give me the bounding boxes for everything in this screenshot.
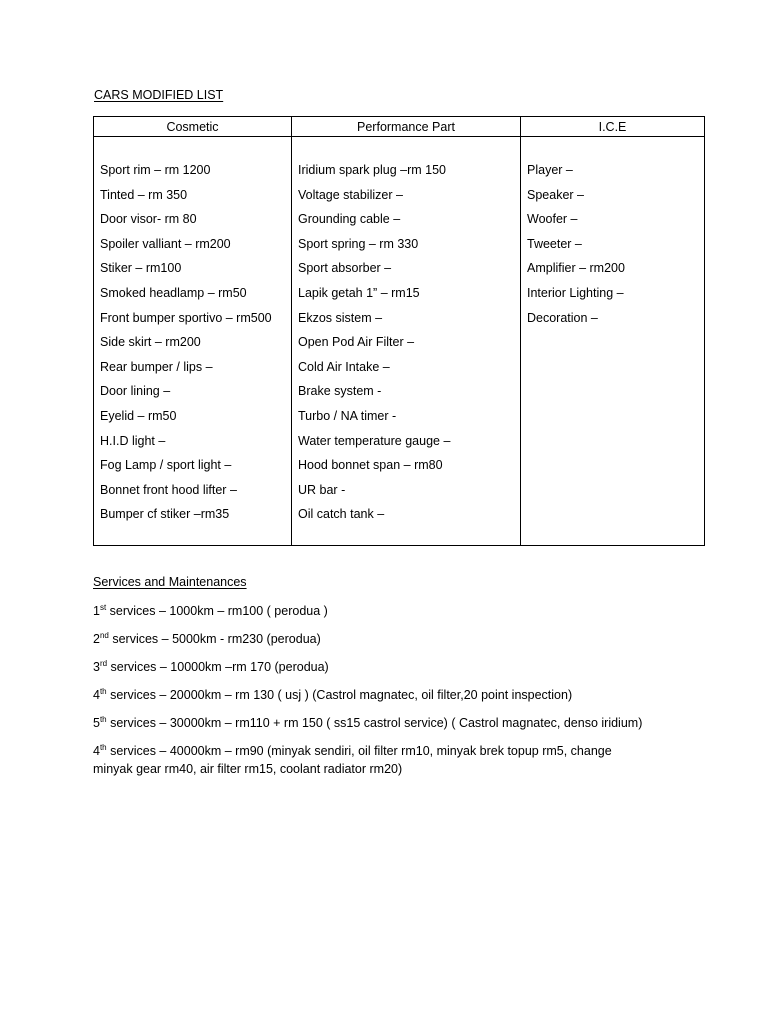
service-item: [93, 630, 653, 648]
ordinal-suffix: th: [99, 743, 107, 752]
performance-item: Oil catch tank –: [298, 507, 385, 522]
performance-list: [292, 137, 520, 531]
cosmetic-item: Smoked headlamp – rm50: [100, 285, 247, 300]
service-number: 3: [93, 660, 100, 674]
service-text: services – 30000km – rm110 + rm 150 ( ss15 castrol service) ( Castrol magnatec, denso iridium): [106, 716, 643, 730]
performance-item: Lapik getah 1” – rm15: [298, 285, 420, 300]
column-header-performance: Performance Part: [292, 117, 521, 137]
performance-item: Ekzos sistem –: [298, 310, 383, 325]
ice-list: [521, 137, 704, 334]
ordinal-suffix: nd: [99, 631, 109, 640]
ice-cell: [521, 137, 705, 546]
cosmetic-item: Rear bumper / lips –: [100, 359, 213, 374]
modification-table: [93, 116, 705, 546]
service-number: 1: [93, 604, 100, 618]
table-header-row: [94, 117, 705, 137]
ordinal-suffix: th: [99, 687, 107, 696]
ordinal-suffix: rd: [99, 659, 108, 668]
service-item: [93, 658, 653, 676]
cosmetic-item: Bumper cf stiker –rm35: [100, 507, 230, 522]
ice-item: Player –: [527, 163, 573, 177]
cosmetic-list: [94, 137, 291, 531]
ice-item: Amplifier – rm200: [527, 261, 625, 276]
services-heading: Services and Maintenances: [93, 575, 247, 589]
column-header-ice: I.C.E: [521, 117, 705, 137]
performance-item: UR bar -: [298, 482, 346, 497]
performance-cell: [292, 137, 521, 546]
service-text: services – 40000km – rm90 (minyak sendiri, oil filter rm10, minyak brek topup rm5, change minyak gear rm40, air filter rm15, coolant radiator rm20): [93, 744, 612, 776]
service-item: [93, 686, 653, 704]
service-item: [93, 742, 653, 778]
performance-item: Cold Air Intake –: [298, 359, 390, 374]
performance-item: Iridium spark plug –rm 150: [298, 163, 446, 177]
cosmetic-item: Eyelid – rm50: [100, 408, 177, 423]
service-text: services – 20000km – rm 130 ( usj ) (Castrol magnatec, oil filter,20 point inspection): [106, 688, 573, 702]
cosmetic-item: Stiker – rm100: [100, 261, 182, 276]
services-list: [93, 602, 653, 788]
service-number: 5: [93, 716, 100, 730]
ice-item: Tweeter –: [527, 236, 582, 251]
cosmetic-item: Side skirt – rm200: [100, 335, 201, 350]
service-text: services – 5000km - rm230 (perodua): [108, 632, 321, 646]
performance-item: Brake system -: [298, 384, 382, 399]
cosmetic-cell: [94, 137, 292, 546]
performance-item: Hood bonnet span – rm80: [298, 458, 443, 473]
ice-item: Speaker –: [527, 187, 584, 202]
performance-item: Sport absorber –: [298, 261, 392, 276]
performance-item: Grounding cable –: [298, 212, 401, 227]
service-item: [93, 602, 653, 620]
ice-item: Decoration –: [527, 310, 598, 325]
ordinal-suffix: th: [99, 715, 107, 724]
page-title: CARS MODIFIED LIST: [94, 88, 224, 102]
cosmetic-item: Front bumper sportivo – rm500: [100, 310, 272, 325]
cosmetic-item: Spoiler valliant – rm200: [100, 236, 231, 251]
cosmetic-item: Door visor- rm 80: [100, 212, 197, 227]
cosmetic-item: Tinted – rm 350: [100, 187, 188, 202]
cosmetic-item: Sport rim – rm 1200: [100, 163, 211, 177]
performance-item: Water temperature gauge –: [298, 433, 451, 448]
service-number: 4: [93, 688, 100, 702]
ice-item: Woofer –: [527, 212, 578, 227]
service-number: 2: [93, 632, 100, 646]
cosmetic-item: Bonnet front hood lifter –: [100, 482, 237, 497]
cosmetic-item: H.I.D light –: [100, 433, 166, 448]
ordinal-suffix: st: [99, 603, 107, 612]
performance-item: Open Pod Air Filter –: [298, 335, 415, 350]
ice-item: Interior Lighting –: [527, 285, 624, 300]
service-item: [93, 714, 653, 732]
service-number: 4: [93, 744, 100, 758]
table-row: [94, 137, 705, 546]
service-text: services – 10000km –rm 170 (perodua): [107, 660, 329, 674]
performance-item: Voltage stabilizer –: [298, 187, 403, 202]
performance-item: Sport spring – rm 330: [298, 236, 419, 251]
column-header-cosmetic: Cosmetic: [94, 117, 292, 137]
service-text: services – 1000km – rm100 ( perodua ): [106, 604, 328, 618]
performance-item: Turbo / NA timer -: [298, 408, 397, 423]
cosmetic-item: Fog Lamp / sport light –: [100, 458, 232, 473]
cosmetic-item: Door lining –: [100, 384, 171, 399]
